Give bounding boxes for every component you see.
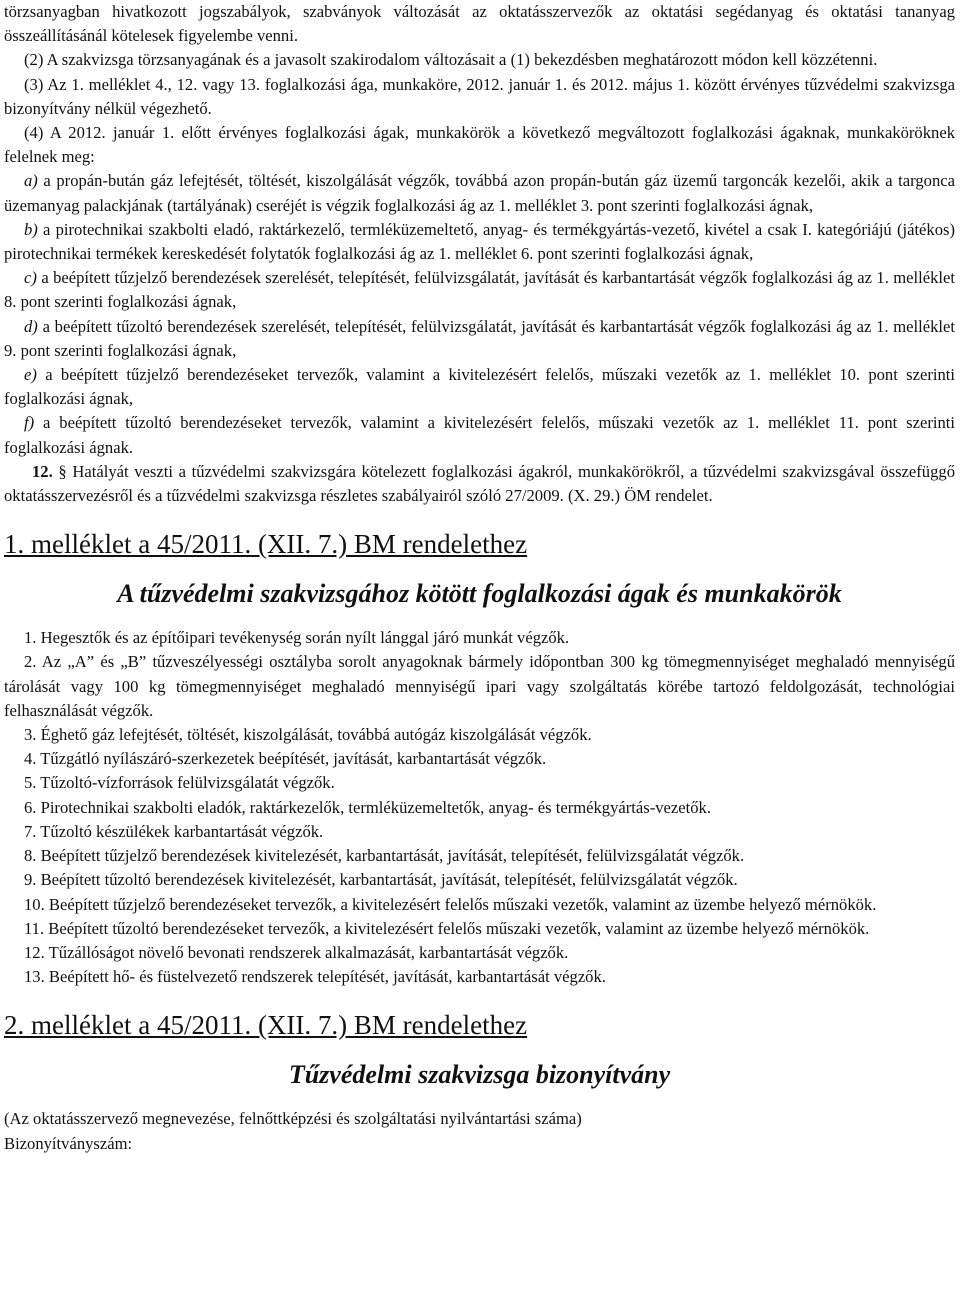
list-item-a bbox=[4, 169, 955, 217]
item-text: a propán-bután gáz lefejtését, töltését, kiszolgálását végzők, továbbá azon propán-bután gáz üzemű targoncák kezelői, akik a targonca üzemanyag palackjának (tartályának) cseréjét is végzik foglalkozási ág az 1. melléklet 3. pont szerinti foglalkozási ágnak, bbox=[4, 171, 955, 215]
spacer bbox=[4, 612, 955, 626]
item-text: a beépített tűzoltó berendezéseket tervezők, valamint a kivitelezésért felelős, műszaki vezetők az 1. melléklet 11. pont szerinti foglalkozási ágnak. bbox=[4, 413, 955, 457]
section-12 bbox=[4, 460, 955, 508]
annex-1-item: 12. Tűzállóságot növelő bevonati rendszerek alkalmazását, karbantartását végzők. bbox=[24, 942, 569, 962]
list-item-d bbox=[4, 315, 955, 363]
item-marker: a) bbox=[24, 171, 38, 191]
item-text: a pirotechnikai szakbolti eladó, raktárkezelő, termléküzemeltető, anyag- és termékgyártás-vezető, kivétel a csak I. kategóriájú (játékos) pirotechnikai termékek kereskedését folytatók foglalkozási ág az 1. melléklet 6. pont szerinti foglalkozási ágnak, bbox=[4, 219, 955, 264]
annex-1-item: 7. Tűzoltó készülékek karbantartását végzők. bbox=[24, 821, 324, 841]
annex-1-heading: 1. melléklet a 45/2011. (XII. 7.) BM rendelethez bbox=[4, 529, 528, 560]
intro-continuation: törzsanyagban hivatkozott jogszabályok, szabványok változását az oktatásszervezők az oktatási segédanyag és oktatási tananyag összeállításánál kötelesek figyelembe venni. bbox=[4, 2, 955, 46]
list-item-f bbox=[4, 411, 955, 459]
item-marker: d) bbox=[24, 316, 38, 336]
list-item-b bbox=[4, 218, 955, 266]
annex-1-item: 2. Az „A” és „B” tűzveszélyességi osztályba sorolt anyagoknak bármely időpontban 300 kg tömegmennyiséget meghaladó mennyiségű tárolását vagy 100 kg tömegmennyiséget meghaladó mennyiségű ipari vagy szolgáltatás körébe tartozó feldolgozását, technológiai felhasználását végzők. bbox=[4, 652, 955, 720]
spacer bbox=[4, 508, 955, 526]
item-marker: e) bbox=[24, 365, 37, 385]
section-number: 12. bbox=[32, 461, 53, 481]
annex-1-item: 13. Beépített hő- és füstelvezető rendszerek telepítését, javítását, karbantartását végzők. bbox=[24, 967, 606, 987]
annex-1-item: 1. Hegesztők és az építőipari tevékenység során nyílt lánggal járó munkát végzők. bbox=[24, 628, 570, 648]
annex-1-item: 3. Éghető gáz lefejtését, töltését, kiszolgálását, továbbá autógáz kiszolgálását végzők. bbox=[24, 725, 592, 745]
item-text: a beépített tűzoltó berendezések szerelését, telepítését, felülvizsgálatát, javítását és karbantartását végzők foglalkozási ág az 1. melléklet 9. pont szerinti foglalkozási ágnak, bbox=[4, 316, 955, 360]
item-text: a beépített tűzjelző berendezések szerelését, telepítését, felülvizsgálatát, javítását és karbantartását végzők foglalkozási ág az 1. melléklet 8. pont szerinti foglalkozási ágnak, bbox=[4, 268, 955, 312]
annex-2-heading: 2. melléklet a 45/2011. (XII. 7.) BM rendelethez bbox=[4, 1010, 528, 1041]
paragraph-3: (3) Az 1. melléklet 4., 12. vagy 13. foglalkozási ága, munkaköre, 2012. január 1. és 2012. május 1. között érvényes tűzvédelmi szakvizsga bizonyítvány nélkül végezhető. bbox=[4, 74, 955, 118]
spacer bbox=[4, 1043, 955, 1057]
section-12-text: Hatályát veszti a tűzvédelmi szakvizsgára kötelezett foglalkozási ágakról, munkakörökről, a tűzvédelmi szakvizsgával összefüggő oktatásszervezésről és a tűzvédelmi szakvizsga részletes szabályairól szóló 27/2009. (X. 29.) ÖM rendelet. bbox=[4, 461, 955, 506]
section-symbol: § bbox=[58, 461, 67, 481]
annex-1-item: 6. Pirotechnikai szakbolti eladók, raktárkezelők, termléküzemeltetők, anyag- és termékgyártás-vezetők. bbox=[24, 797, 711, 817]
annex-1-item: 11. Beépített tűzoltó berendezéseket tervezők, a kivitelezésért felelős műszaki vezetők, valamint az üzembe helyező mérnökök. bbox=[24, 918, 870, 938]
annex-1-item: 10. Beépített tűzjelző berendezéseket tervezők, a kivitelezésért felelős műszaki vezetők, valamint az üzembe helyező mérnökök. bbox=[24, 894, 877, 914]
spacer bbox=[4, 1093, 955, 1107]
annex-1-item: 4. Tűzgátló nyílászáró-szerkezetek beépítését, javítását, karbantartását végzők. bbox=[24, 749, 547, 769]
item-marker: f) bbox=[24, 413, 35, 433]
annex-1-item: 5. Tűzoltó-vízforrások felülvizsgálatát végzők. bbox=[24, 773, 335, 793]
certificate-number-label: Bizonyítványszám: bbox=[4, 1133, 133, 1153]
paragraph-2: (2) A szakvizsga törzsanyagának és a javasolt szakirodalom változásait a (1) bekezdésben meghatározott módon kell közzétenni. bbox=[24, 50, 878, 70]
paragraph-4: (4) A 2012. január 1. előtt érvényes foglalkozási ágak, munkakörök a következő megváltozott foglalkozási ágaknak, munkaköröknek felelnek meg: bbox=[4, 123, 955, 167]
item-marker: c) bbox=[24, 268, 37, 288]
annex-1-title: A tűzvédelmi szakvizsgához kötött foglalkozási ágak és munkakörök bbox=[117, 579, 842, 609]
annex-2-title: Tűzvédelmi szakvizsga bizonyítvány bbox=[288, 1060, 671, 1090]
spacer bbox=[4, 989, 955, 1007]
annex-1-item: 9. Beépített tűzoltó berendezések kivitelezését, karbantartását, javítását, telepítését, felülvizsgálatát végzők. bbox=[24, 870, 738, 890]
list-item-e bbox=[4, 363, 955, 411]
item-text: a beépített tűzjelző berendezéseket tervezők, valamint a kivitelezésért felelős, műszaki vezetők az 1. melléklet 10. pont szerinti foglalkozási ágnak, bbox=[4, 365, 955, 409]
annex-1-item: 8. Beépített tűzjelző berendezések kivitelezését, karbantartását, javítását, telepítését, felülvizsgálatát végzők. bbox=[24, 846, 745, 866]
spacer bbox=[4, 562, 955, 576]
organizer-line: (Az oktatásszervező megnevezése, felnőttképzési és szolgáltatási nyilvántartási száma) bbox=[4, 1109, 582, 1129]
list-item-c bbox=[4, 266, 955, 314]
item-marker: b) bbox=[24, 219, 38, 239]
